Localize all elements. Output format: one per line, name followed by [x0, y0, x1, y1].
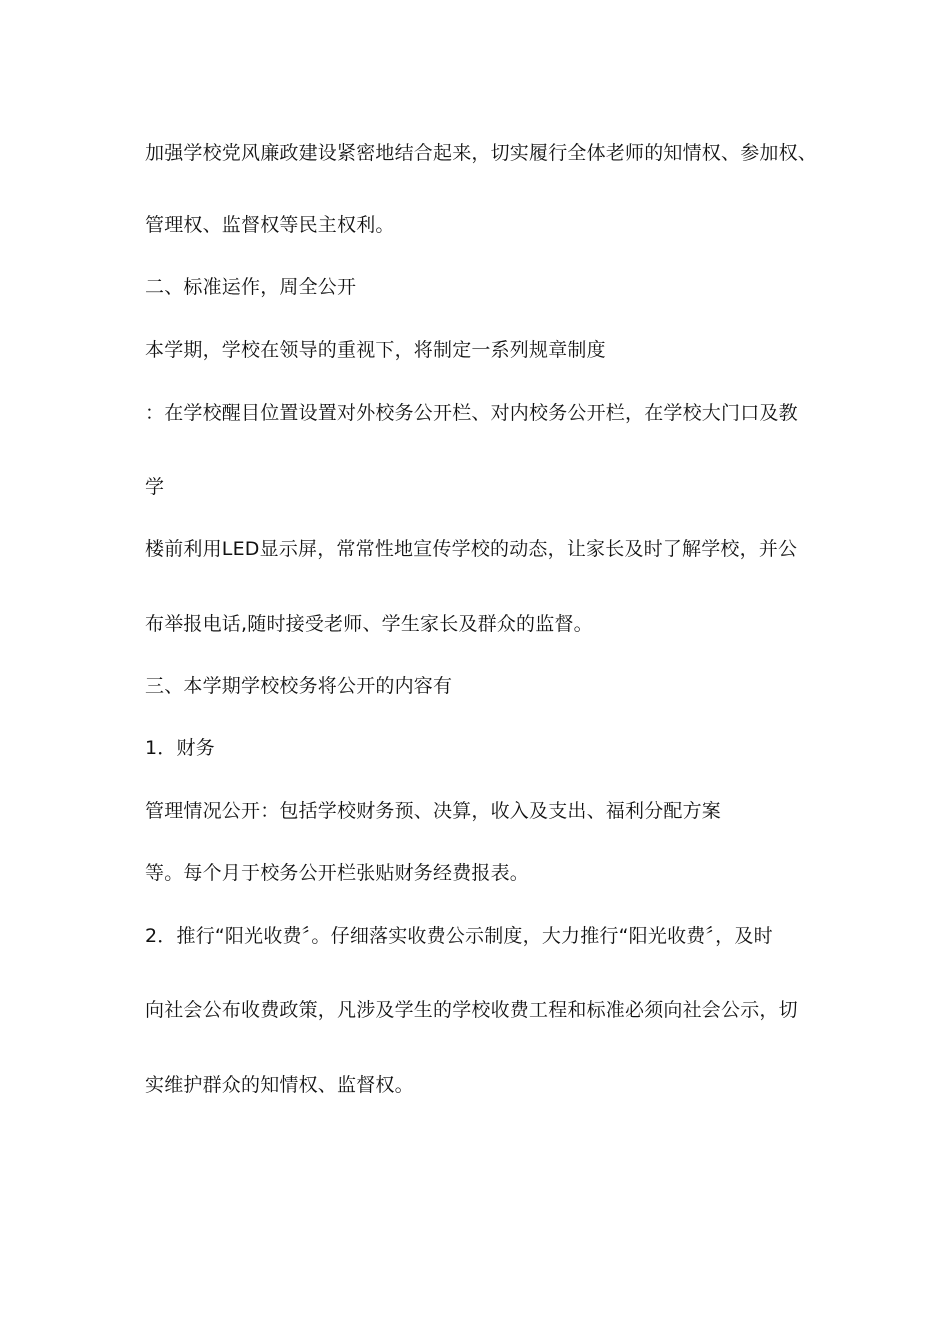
- text-line: 等。每个月于校务公开栏张贴财务经费报表。: [145, 862, 530, 884]
- text-line: 楼前利用LED显示屏，常常性地宣传学校的动态，让家长及时了解学校，并公: [145, 538, 798, 560]
- text-line: 本学期，学校在领导的重视下，将制定一系列规章制度: [145, 339, 606, 361]
- text-line: 管理权、监督权等民主权利。: [145, 214, 395, 236]
- text-line: 实维护群众的知情权、监督权。: [145, 1074, 414, 1096]
- text-line: 管理情况公开：包括学校财务预、决算，收入及支出、福利分配方案: [145, 800, 722, 822]
- text-line: 布举报电话,随时接受老师、学生家长及群众的监督。: [145, 613, 593, 635]
- text-line: 向社会公布收费政策，凡涉及学生的学校收费工程和标准必须向社会公示，切: [145, 999, 798, 1021]
- list-item-heading: 1．财务: [145, 737, 215, 759]
- text-line: 2．推行“阳光收费〞。仔细落实收费公示制度，大力推行“阳光收费〞，及时: [145, 925, 773, 947]
- section-heading: 二、标准运作，周全公开: [145, 276, 357, 298]
- text-line: ：在学校醒目位置设置对外校务公开栏、对内校务公开栏，在学校大门口及教: [145, 402, 798, 424]
- section-heading: 三、本学期学校校务将公开的内容有: [145, 675, 453, 697]
- text-line: 加强学校党风廉政建设紧密地结合起来，切实履行全体老师的知情权、参加权、: [145, 142, 818, 164]
- text-line: 学: [145, 476, 165, 498]
